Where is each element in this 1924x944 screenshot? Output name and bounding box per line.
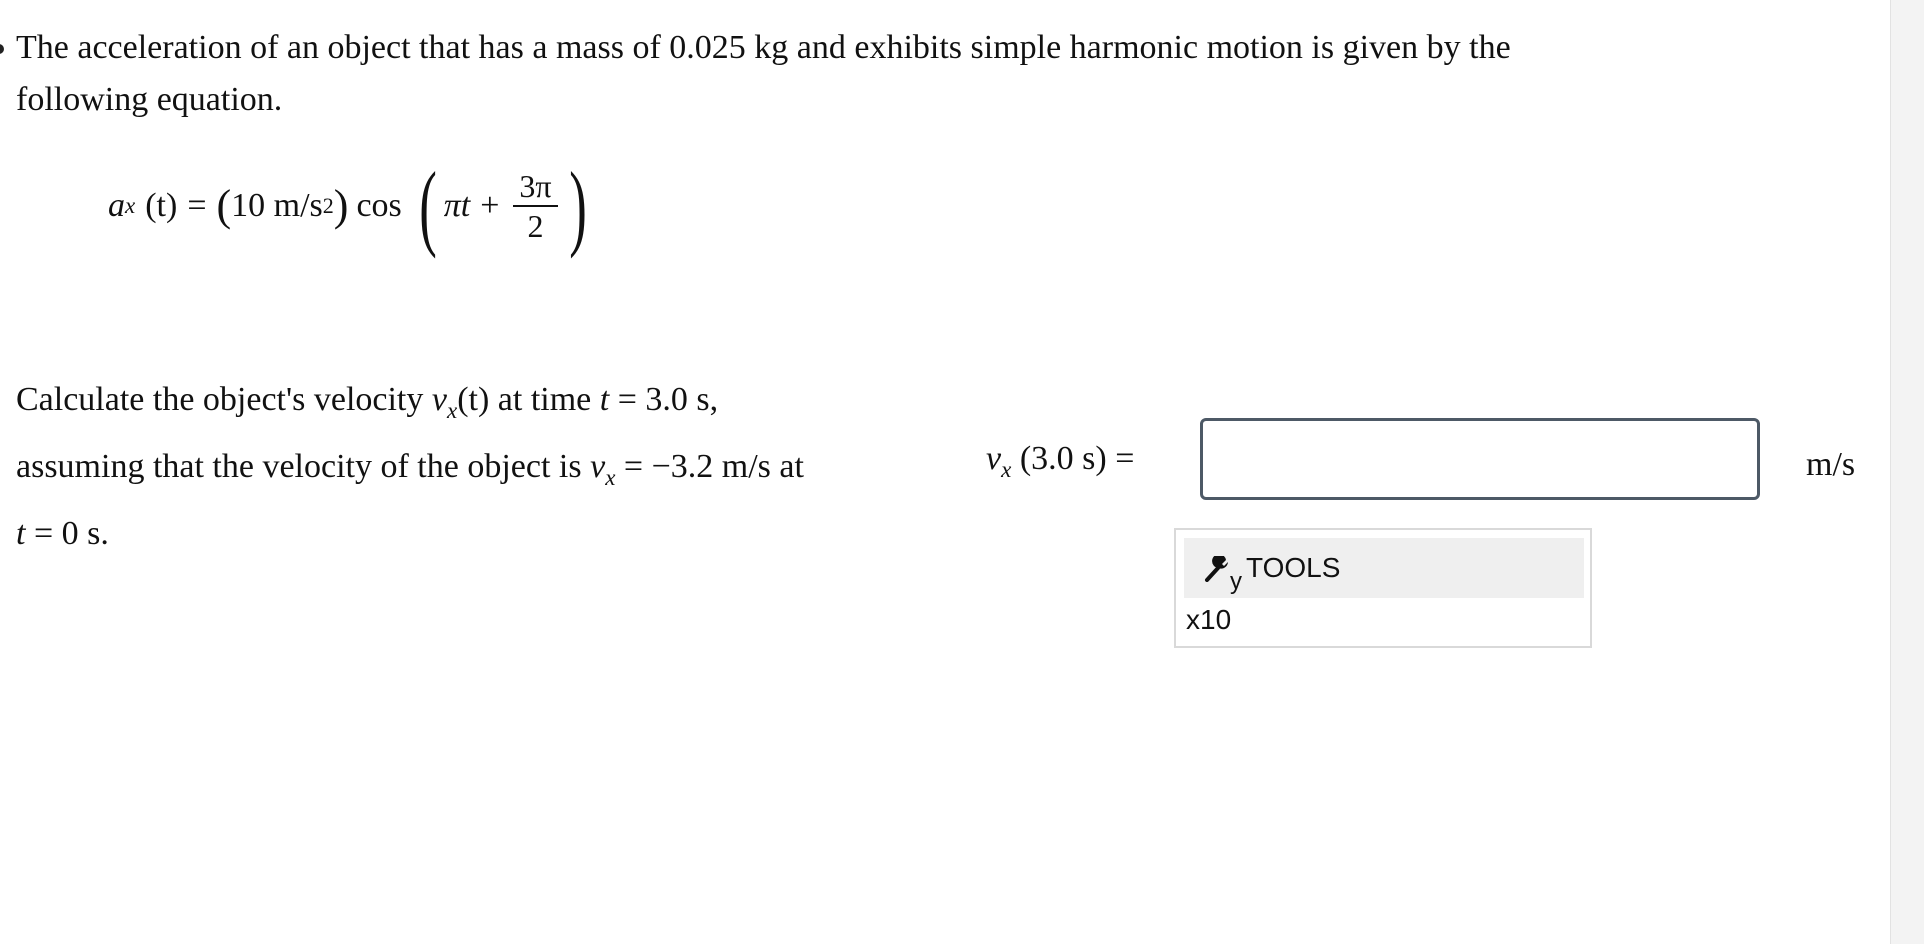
answer-unit: m/s [1806,446,1856,483]
eq-term1: πt [443,187,471,224]
tools-sub-glyph: y [1230,568,1242,595]
eq-function: cos [356,187,402,224]
eq-frac-num: 3π [513,167,557,207]
eq-amplitude: 10 m/s [231,187,323,224]
eq-amplitude-exp: 2 [322,193,334,218]
scrollbar-track[interactable] [1890,0,1924,944]
eq-open-paren: ( [216,181,232,230]
eq-plus: + [480,187,500,224]
acceleration-equation [108,152,594,259]
tools-panel [1174,528,1592,648]
tools-button[interactable] [1184,538,1584,598]
eq-lhs-sub: x [125,193,136,218]
eq-fraction [513,167,557,245]
eq-lhs-arg: (t) [145,187,178,224]
eq-frac-den: 2 [527,208,544,244]
x10-button[interactable]: x10 [1186,604,1232,635]
velocity-answer-input[interactable] [1200,418,1760,500]
tools-label: TOOLS [1246,552,1341,583]
eq-lhs-var: a [108,187,125,224]
eq-close-paren: ) [333,181,349,230]
answer-label: $v_x$ (3.0 s) = [986,440,1135,482]
eq-big-close-paren: ) [568,152,587,259]
question-prompt: Calculate the object's velocity $v_x(t)$ at time t = 3.0 s, assuming that the velocity of the object is $v_x = -3.2$ m/s at t = 0 s. [16,381,804,552]
question-intro: The acceleration of an object that has a mass of 0.025 kg and exhibits simple harmonic motion is given by the following equation. [16,29,1511,118]
eq-equals: = [187,187,207,224]
eq-big-open-paren: ( [418,152,437,259]
question-marker [0,44,4,54]
